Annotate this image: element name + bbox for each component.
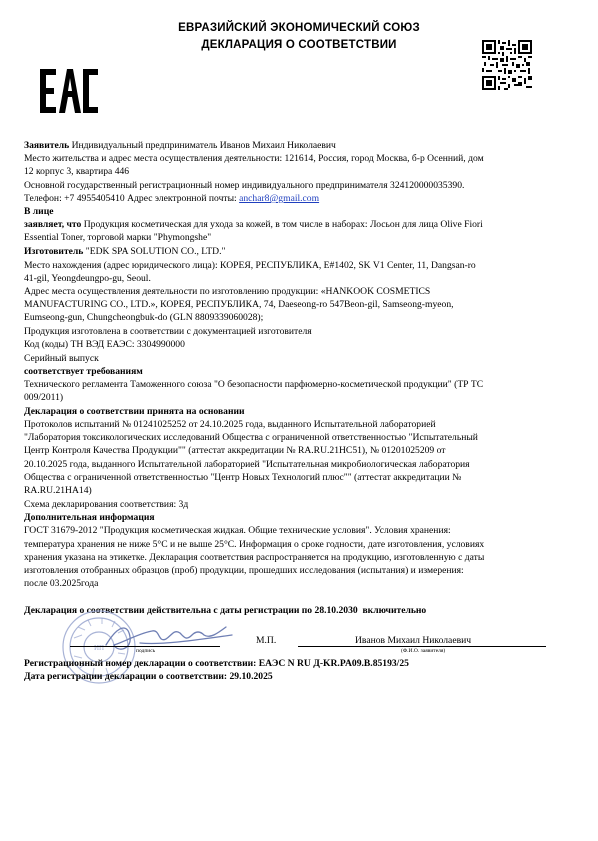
basis-label: Декларация о соответствии принята на основании	[24, 406, 245, 417]
basis-line: 20.10.2025 года, выданного Испытательной лабораторией "Испытательная микробиологическая лаборатория	[24, 459, 470, 470]
applicant-address-1: Место жительства и адрес места осуществления деятельности: 121614, Россия, город Москва, б-р Осенний, дом	[24, 153, 484, 164]
product-docs: Продукция изготовлена в соответствии с документацией изготовителя	[24, 326, 312, 337]
svg-text:ИП: ИП	[93, 644, 105, 652]
additional-line: изготовления отобранных образцов (проб) продукции, прошедших исследования (испытания) и измерения:	[24, 565, 464, 576]
in-person-label: В лице	[24, 206, 54, 217]
additional-line: температура хранения не ниже 5°С и не выше 25°С. Информация о сроке годности, дате изготовления, условиях	[24, 539, 485, 550]
registration-date-line	[24, 671, 273, 682]
applicant-contacts	[24, 193, 319, 204]
signature-mark	[100, 615, 240, 659]
registration-date-label: Дата регистрации декларации о соответствии:	[24, 671, 228, 682]
signer-name: Иванов Михаил Николаевич	[355, 635, 472, 646]
declares-label: заявляет, что	[24, 219, 82, 230]
registration-number-line	[24, 658, 409, 669]
signer-caption: (Ф.И.О. заявителя)	[401, 648, 446, 654]
requirements-line-2: 009/2011)	[24, 392, 64, 403]
validity-prefix: Декларация о соответствии действительна с даты регистрации по	[24, 605, 313, 616]
qr-code-icon	[482, 40, 532, 90]
applicant-address-2: 12 корпус 3, квартира 446	[24, 166, 130, 177]
eac-logo	[39, 67, 99, 115]
product-code: Код (коды) ТН ВЭД ЕАЭС: 3304990000	[24, 339, 185, 350]
product-serial: Серийный выпуск	[24, 353, 99, 364]
applicant-label: Заявитель	[24, 140, 70, 151]
declaration-scheme: Схема декларирования соответствия: 3д	[24, 499, 189, 510]
validity-suffix: включительно	[362, 605, 427, 616]
union-title: ЕВРАЗИЙСКИЙ ЭКОНОМИЧЕСКИЙ СОЮЗ	[178, 22, 420, 34]
basis-line: Центр Контроля Качества Продукции"" (аттестат аккредитации № RA.RU.21HC51), № 01201025209 от	[24, 445, 446, 456]
mp-label: М.П.	[256, 635, 277, 646]
email-link[interactable]: anchar8@gmail.com	[239, 193, 320, 204]
registration-number: ЕАЭС N RU Д-KR.PA09.B.85193/25	[258, 658, 409, 669]
manufacturer-line	[24, 246, 225, 257]
requirements-label: соответствует требованиям	[24, 366, 143, 377]
additional-line: после 03.2025года	[24, 578, 99, 589]
manufacturer-location-2: 41-gil, Yeongdeungpo-gu, Seoul.	[24, 273, 151, 284]
additional-label: Дополнительная информация	[24, 512, 155, 523]
production-address-1: Адрес места осуществления деятельности по изготовлению продукции: «HANKOOK COSMETICS	[24, 286, 431, 297]
validity-date: 28.10.2030	[314, 605, 358, 616]
manufacturer-location-1: Место нахождения (адрес юридического лица): КОРЕЯ, РЕСПУБЛИКА, E#1402, SK V1 Center, 11, Dangsan-ro	[24, 260, 476, 271]
applicant-name: Индивидуальный предприниматель Иванов Михаил Николаевич	[71, 140, 336, 151]
signature-line	[70, 646, 220, 647]
declares-text: Продукция косметическая для ухода за кожей, в том числе в наборах: Лосьон для лица Olive Fiori	[83, 219, 483, 230]
manufacturer-label: Изготовитель	[24, 246, 84, 257]
declares-line-1	[24, 219, 483, 230]
applicant-line	[24, 140, 336, 151]
registration-number-label: Регистрационный номер декларации о соответствии:	[24, 658, 257, 669]
document-title: ДЕКЛАРАЦИЯ О СООТВЕТСТВИИ	[201, 39, 397, 51]
contacts-prefix: Телефон: +7 4955405410 Адрес электронной почты:	[24, 193, 237, 204]
production-address-2: MANUFACTURING CO., LTD.», КОРЕЯ, РЕСПУБЛИКА, 74, Daeseong-ro 547Beon-gil, Samseong-myeon,	[24, 299, 454, 310]
applicant-ogrn: Основной государственный регистрационный номер индивидуального предпринимателя 324120000035390.	[24, 180, 465, 191]
manufacturer-name: "EDK SPA SOLUTION CO., LTD."	[85, 246, 226, 257]
production-address-3: Eumseong-gun, Chungcheongbuk-do (GLN 8809339060028);	[24, 312, 264, 323]
basis-line: Протоколов испытаний № 01241025252 от 24.10.2025 года, выданного Испытательной лабораторией	[24, 419, 436, 430]
requirements-line-1: Технического регламента Таможенного союза "О безопасности парфюмерно-косметической продукции" (ТР ТС	[24, 379, 484, 390]
basis-line: "Лаборатория токсикологических исследований Общества с ограниченной ответственностью "Испытательный	[24, 432, 478, 443]
basis-line: RA.RU.21HA14)	[24, 485, 92, 496]
registration-date: 29.10.2025	[229, 671, 273, 682]
signature-caption: подпись	[136, 648, 156, 654]
additional-line: хранения указана на этикетке. Декларация соответствия распространяется на продукцию, изготовленную с даты	[24, 552, 485, 563]
declares-line-2: Essential Toner, торговой марки "Phymongshe"	[24, 232, 212, 243]
basis-line: Общества с ограниченной ответственностью "Центр Новых Технологий плюс"" (аттестат аккредитации №	[24, 472, 462, 483]
additional-line: ГОСТ 31679-2012 "Продукция косметическая жидкая. Общие технические условия". Условия хранения:	[24, 525, 451, 536]
